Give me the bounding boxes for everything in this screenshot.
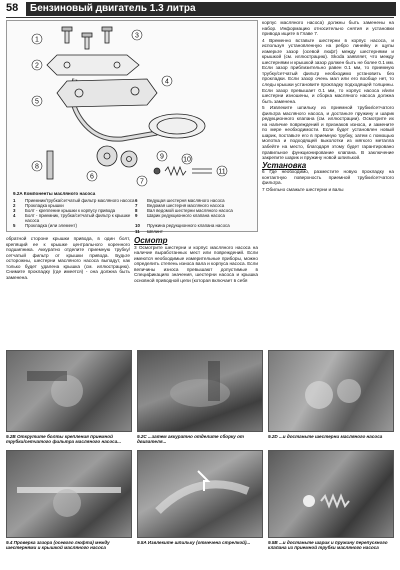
- section-heading-install: Установка: [262, 160, 307, 170]
- legend-num: 7: [135, 203, 138, 209]
- photo-detail: [138, 451, 262, 537]
- left-text-column: [6, 236, 130, 346]
- legend-text: Прокладка (или элемент): [25, 223, 77, 229]
- svg-text:6: 6: [90, 173, 94, 181]
- svg-text:8: 8: [35, 163, 39, 171]
- photo-9-5a: [137, 450, 263, 538]
- photo-caption: 9.5A Извлеките шпильку (отмечена стрелкой)...: [137, 540, 251, 545]
- photo-caption: 9.2D ...и достаньте шестерни масляного насоса: [268, 434, 383, 439]
- svg-text:11: 11: [218, 168, 226, 176]
- legend-text: Болт - крепление крышки к корпусу привода: [25, 208, 116, 214]
- gear-shape: [97, 146, 117, 166]
- paragraph: корпус масляного насоса) должны быть заменены на набор. Информацию относительно снятия и установки привода ищите в Главе 7.: [262, 20, 394, 37]
- legend-text: Приемник/трубка/сетчатый фильтр масляного насоса: [25, 198, 135, 203]
- figure-caption: 9.2A Компоненты масляного насоса: [13, 191, 96, 196]
- oil-pump-exploded-drawing: [7, 21, 257, 191]
- photo-9-4: [6, 450, 132, 538]
- legend-num: 6: [135, 198, 138, 203]
- legend-text: Вал ведомой шестерни масляного насоса: [147, 208, 233, 214]
- photo-detail: [7, 451, 131, 537]
- callout-label: [132, 30, 142, 40]
- photo-9-5b: [268, 450, 394, 538]
- legend-num: 2: [13, 203, 16, 209]
- photo-9-2b: [6, 350, 132, 432]
- legend-num: 8: [135, 208, 138, 214]
- svg-text:1: 1: [35, 36, 39, 44]
- chapter-header: Бензиновый двигатель 1.3 литра: [26, 2, 396, 16]
- photo-9-2c: [137, 350, 263, 432]
- paragraph: 5 Извлеките шпильку из приемной трубки/сетчатого фильтра масляного насоса, и достаньте пружину и шарик редукционного клапана (см. иллюстрации). Осмотрите их на наличие повреждений и признаков износа, и замените по мере необходимости. Если будет установлен новый шарик, поставьте его в приемную трубку, затем с помощью молотка и подходящей выколотки из мягкого металла забейте на место, благодаря этому будет гарантировано правильное функционирование клапана. В заключение закрепите шарик и пружину новой шпилькой.: [262, 105, 394, 161]
- svg-text:2: 2: [35, 62, 39, 70]
- oil-pump-diagram: [6, 20, 258, 232]
- figure-legend: [13, 198, 257, 234]
- section-heading-inspect: Осмотр: [134, 236, 168, 245]
- callout-label: [157, 151, 167, 161]
- callout-label: [32, 161, 42, 171]
- photo-detail: [269, 451, 393, 537]
- photo-9-2d: [268, 350, 394, 432]
- photo-caption: 9.4 Проверка зазора (осевого люфта) между шестернями и крышкой масляного насоса: [6, 540, 110, 551]
- svg-text:7: 7: [140, 178, 144, 186]
- svg-text:3: 3: [135, 32, 139, 40]
- svg-text:10: 10: [183, 156, 191, 164]
- legend-num: 11: [135, 228, 140, 234]
- legend-num: 10: [135, 223, 140, 229]
- photo-detail: [7, 351, 131, 431]
- callout-label: [217, 166, 227, 176]
- paragraph: 6 Где необходимо, разместите новую прокладку на контактную поверхность приемной трубки/сетчатого фильтра.: [262, 169, 394, 186]
- paragraph: обратной стороне крышки привода, в один болт, крепящий ее к крышке центрального коренного подшипника. Аккуратно отделите приемную трубку/сетчатый фильтр от крышки привода. Будьте осторожны, шестерни масляного насоса выпадут, как только будет удалена крышка (см. иллюстрацию). Снимите прокладку (где имеется) - она должна быть заменена.: [6, 236, 130, 280]
- photo-caption: 9.2B Открутите болты крепления приемной трубки/сетчатого фильтра масляного насоса...: [6, 434, 122, 445]
- photo-caption: 9.2C ...затем аккуратно отделите сборку от двигателя...: [137, 434, 245, 445]
- header-rule: [6, 17, 394, 18]
- callout-label: [32, 60, 42, 70]
- svg-text:5: 5: [35, 98, 39, 106]
- legend-text: Ведущая шестерня масляного насоса: [147, 198, 225, 203]
- paragraph: 4 Временно вставьте шестерни в корпус насоса, и используя установленную на ребро линейку и щупы измерьте зазор (осевой люфт) между шестернями и крышкой (см. иллюстрацию). Skoda заявляет, что между шестернями и крышкой зазор должен быть не более 0.1 мм. Если зазор приблизительно равен 0.1 мм, то приемную трубку/сетчатый фильтр необходимо установить без прокладки. Если зазор очень мал или его вообще нет, то следы крышки установите прокладку подходящей толщины. Если зазор превышает 0.1 мм, то корпус насоса и/или шестерни изношены, и сборка масляного насоса должна быть заменена.: [262, 37, 394, 104]
- callout-label: [87, 171, 97, 181]
- photo-caption: 9.5B ...и достаньте шарик и пружину перепускного клапана из приемной трубки масляного насоса: [268, 540, 388, 551]
- legend-text: Шплинт: [147, 228, 163, 234]
- legend-text: Шарик редукционного клапана насоса: [147, 213, 225, 219]
- callout-label: [32, 96, 42, 106]
- legend-text: Болт - приемник, трубка/сетчатый фильтр к крышке насоса: [25, 213, 131, 224]
- legend-text: Ведомая шестерня масляного насоса: [147, 203, 225, 209]
- photo-detail: [269, 351, 393, 431]
- paragraph: 7 Обильно смажьте шестерни и валы: [262, 186, 344, 192]
- svg-text:9: 9: [160, 153, 164, 161]
- photo-detail: [138, 351, 262, 431]
- callout-label: [137, 176, 147, 186]
- bolt-group-top: [62, 27, 112, 49]
- page-number: 58: [6, 2, 19, 14]
- callout-label: [162, 76, 172, 86]
- right-text-column: [262, 20, 394, 360]
- legend-text: Прокладка крышки: [25, 203, 64, 209]
- legend-num: 5: [13, 223, 16, 229]
- callout-label: [32, 34, 42, 44]
- callout-label: [182, 154, 192, 164]
- paragraph: 3 Осмотрите шестерни и корпус масляного насоса на наличие выработанных мест или повреждений. Если имеются необходимые измерительные приборы, можно определить степень износа вала и корпуса насоса. Если величины износа превышают допустимые в Спецификациях значения, шестерни насоса и крышка основной приводной цепи (которая включает в себя: [134, 244, 258, 283]
- gasket-shape: [47, 55, 139, 75]
- legend-num: 9: [135, 213, 138, 219]
- svg-text:4: 4: [165, 78, 169, 86]
- legend-num: 3: [13, 208, 16, 214]
- legend-num: 4: [13, 213, 16, 219]
- legend-text: Пружина редукционного клапана насоса: [147, 223, 230, 229]
- legend-num: 1: [13, 198, 16, 203]
- middle-text-column: [134, 236, 258, 346]
